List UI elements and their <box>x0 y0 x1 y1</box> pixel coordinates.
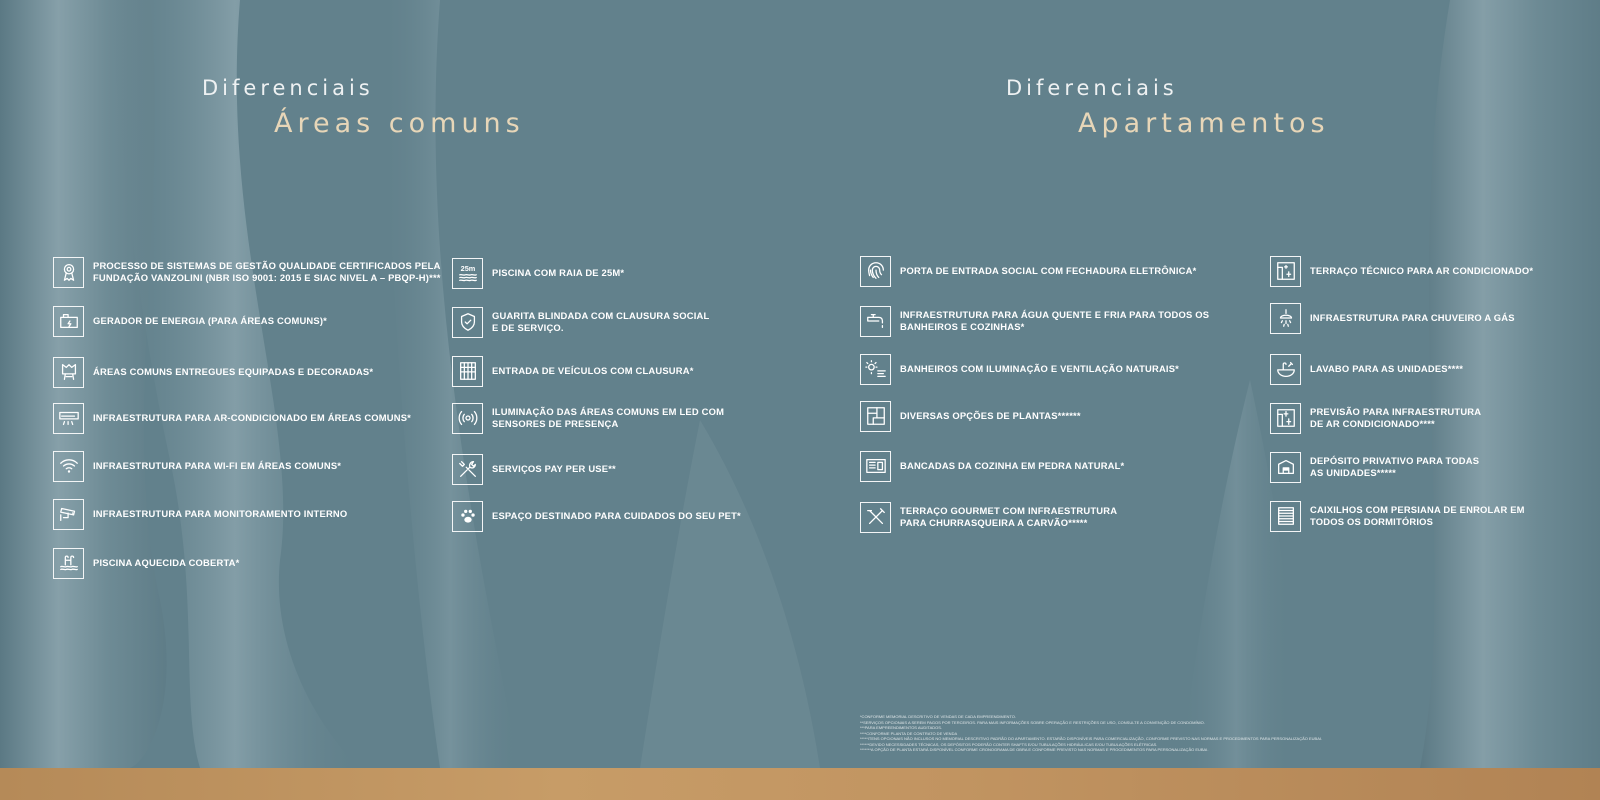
feature-item <box>452 355 694 387</box>
feature-label-line: PARA CHURRASQUEIRA A CARVÃO***** <box>900 517 1088 528</box>
generator-icon <box>53 306 84 337</box>
feature-label-line: INFRAESTRUTURA PARA WI-FI EM ÁREAS COMUNS* <box>93 460 342 471</box>
left-section-subtitle: Diferenciais <box>202 76 374 100</box>
feature-label <box>1310 455 1479 479</box>
blinds-icon <box>1270 501 1301 532</box>
feature-label <box>492 463 616 475</box>
feature-label-line: BANHEIROS COM ILUMINAÇÃO E VENTILAÇÃO NATURAIS* <box>900 363 1180 374</box>
shield-icon <box>452 307 483 338</box>
motion-sensor-icon <box>452 403 483 434</box>
feature-item <box>53 305 327 337</box>
feature-item <box>860 400 1081 432</box>
feature-item <box>53 547 240 579</box>
feature-label-line: TERRAÇO GOURMET COM INFRAESTRUTURA <box>900 505 1118 516</box>
feature-item <box>53 402 411 434</box>
feature-label <box>93 508 347 520</box>
right-section-subtitle: Diferenciais <box>1006 76 1178 100</box>
feature-label-line: SERVIÇOS PAY PER USE** <box>492 463 616 474</box>
tools-icon <box>452 454 483 485</box>
feature-label <box>93 260 441 284</box>
feature-label-line: FUNDAÇÃO VANZOLINI (NBR ISO 9001: 2015 E SIAC NIVEL A – PBQP-H)*** <box>93 272 441 283</box>
feature-label <box>93 557 240 569</box>
feature-label-line: DEPÓSITO PRIVATIVO PARA TODAS <box>1310 455 1480 466</box>
feature-label-line: ENTRADA DE VEÍCULOS COM CLAUSURA* <box>492 365 694 376</box>
feature-label-line: BANHEIROS E COZINHAS* <box>900 321 1025 332</box>
footnote-line: ***PARA EMPREENDIMENTOS AUDITADOS. <box>860 725 943 730</box>
feature-item <box>452 500 741 532</box>
feature-label <box>93 460 341 472</box>
feature-item <box>860 353 1179 385</box>
feature-label <box>1310 312 1515 324</box>
footnote-line: **SERVIÇOS OPCIONAIS A SEREM PAGOS POR TERCEIROS. PARA MAIS INFORMAÇÕES SOBRE OPERAÇÃO E RESTRIÇÕES DE USO, CONSULTE A CONVENÇÃO DE CONDOMÍNIO. <box>860 719 1205 725</box>
feature-label <box>492 365 694 377</box>
fingerprint-icon <box>860 256 891 287</box>
feature-label <box>900 460 1124 472</box>
feature-label <box>492 310 709 334</box>
feature-label-line: SENSORES DE PRESENÇA <box>492 418 619 429</box>
footnotes <box>860 714 1322 753</box>
feature-label-line: ÁREAS COMUNS ENTREGUES EQUIPADAS E DECORADAS* <box>93 366 374 377</box>
feature-item <box>860 305 1209 337</box>
feature-label <box>93 315 327 327</box>
footnote-line: *******A OPÇÃO DE PLANTA ESTARÁ DISPONÍVEL CONFORME CRONOGRAMA DE OBRA E CONFORME PREVISTO NAS NORMAS E PROCEDIMENTOS PARA PERSONALIZAÇÃO EUBAI. <box>860 747 1209 752</box>
feature-label-line: ILUMINAÇÃO DAS ÁREAS COMUNS EM LED COM <box>492 406 725 417</box>
footnote-line: *CONFORME MEMORIAL DESCRITIVO DE VENDAS DE CADA EMPREENDIMENTO. <box>860 714 1017 719</box>
feature-label <box>492 267 624 279</box>
feature-label-line: ESPAÇO DESTINADO PARA CUIDADOS DO SEU PET* <box>492 510 741 521</box>
footer-gold-bar <box>0 768 1600 800</box>
feature-label-line: PROCESSO DE SISTEMAS DE GESTÃO QUALIDADE CERTIFICADOS PELA <box>93 260 441 271</box>
feature-item <box>53 256 441 288</box>
feature-item <box>53 356 373 388</box>
grill-icon <box>860 502 891 533</box>
ac-provision-icon <box>1270 403 1301 434</box>
certificate-icon <box>53 257 84 288</box>
feature-label <box>1310 265 1533 277</box>
feature-item <box>1270 353 1463 385</box>
footnote-line: ****CONFORME PLANTA DE CONTRATO DE VENDA <box>860 730 958 736</box>
feature-item <box>860 501 1117 533</box>
feature-item <box>860 255 1196 287</box>
footnote-line: ******DEVIDO NECESSIDADES TÉCNICAS, OS DEPÓSITOS PODERÃO CONTER SHAFTS E/OU TUBULAÇÕES HIDRÁULICAS E/OU TUBULAÇÕES ELÉTRICAS. <box>860 741 1158 747</box>
feature-label-line: CAIXILHOS COM PERSIANA DE ENROLAR EM <box>1310 504 1525 515</box>
floor-plan-icon <box>860 401 891 432</box>
feature-item <box>452 306 709 338</box>
feature-item <box>1270 451 1479 483</box>
feature-item <box>452 402 724 434</box>
feature-label-line: INFRAESTRUTURA PARA ÁGUA QUENTE E FRIA PARA TODOS OS <box>900 309 1210 320</box>
feature-label-line: E DE SERVIÇO. <box>492 322 564 333</box>
air-conditioner-icon <box>53 403 84 434</box>
paw-icon <box>452 501 483 532</box>
feature-label <box>900 363 1179 375</box>
feature-label-line: LAVABO PARA AS UNIDADES**** <box>1310 363 1464 374</box>
feature-label <box>900 505 1117 529</box>
feature-label <box>900 309 1209 333</box>
feature-label-line: INFRAESTRUTURA PARA MONITORAMENTO INTERNO <box>93 508 348 519</box>
feature-label-line: GUARITA BLINDADA COM CLAUSURA SOCIAL <box>492 310 710 321</box>
feature-item <box>1270 302 1515 334</box>
svg-text:25m: 25m <box>460 264 475 274</box>
furniture-icon <box>53 357 84 388</box>
feature-label <box>492 510 741 522</box>
lap-pool-icon <box>452 258 483 289</box>
feature-label-line: PORTA DE ENTRADA SOCIAL COM FECHADURA ELETRÔNICA* <box>900 265 1197 276</box>
feature-item <box>452 257 624 289</box>
wifi-icon <box>53 451 84 482</box>
right-section-title: Apartamentos <box>1078 108 1330 139</box>
feature-label-line: INFRAESTRUTURA PARA AR-CONDICIONADO EM ÁREAS COMUNS* <box>93 412 412 423</box>
feature-label-line: PISCINA COM RAIA DE 25M* <box>492 267 625 278</box>
feature-label-line: DIVERSAS OPÇÕES DE PLANTAS****** <box>900 410 1081 421</box>
technical-terrace-icon <box>1270 256 1301 287</box>
feature-item <box>1270 255 1533 287</box>
heated-pool-icon <box>53 548 84 579</box>
light-ventilation-icon <box>860 354 891 385</box>
shower-icon <box>1270 303 1301 334</box>
feature-label-line: PISCINA AQUECIDA COBERTA* <box>93 557 240 568</box>
faucet-icon <box>860 306 891 337</box>
storage-icon <box>1270 452 1301 483</box>
feature-label-line: PREVISÃO PARA INFRAESTRUTURA <box>1310 406 1482 417</box>
feature-label <box>93 412 411 424</box>
washbasin-icon <box>1270 354 1301 385</box>
kitchen-counter-icon <box>860 451 891 482</box>
left-section-title: Áreas comuns <box>274 108 525 139</box>
feature-item <box>53 450 341 482</box>
feature-item <box>53 498 347 530</box>
feature-label-line: AS UNIDADES***** <box>1310 467 1397 478</box>
feature-label <box>93 366 373 378</box>
feature-item <box>1270 500 1525 532</box>
feature-item <box>860 450 1124 482</box>
feature-label-line: GERADOR DE ENERGIA (PARA ÁREAS COMUNS)* <box>93 315 328 326</box>
feature-label-line: TERRAÇO TÉCNICO PARA AR CONDICIONADO* <box>1310 265 1534 276</box>
feature-label <box>492 406 724 430</box>
security-camera-icon <box>53 499 84 530</box>
feature-item <box>452 453 616 485</box>
feature-label <box>1310 406 1481 430</box>
feature-label-line: BANCADAS DA COZINHA EM PEDRA NATURAL* <box>900 460 1125 471</box>
feature-label <box>900 265 1196 277</box>
feature-label <box>900 410 1081 422</box>
footnote-line: *****ITENS OPCIONAIS NÃO INCLUSOS NO MEMORIAL DESCRITIVO PADRÃO DO APARTAMENTO. ESTARÃO DISPONÍVEIS PARA COMERCIALIZAÇÃO, CONFORME PREVISTO NAS NORMAS E PROCEDIMENTOS PARA PERSONALIZAÇÃO EUBAI. <box>860 736 1323 741</box>
feature-label-line: INFRAESTRUTURA PARA CHUVEIRO A GÁS <box>1310 312 1515 323</box>
feature-item <box>1270 402 1481 434</box>
feature-label-line: TODOS OS DORMITÓRIOS <box>1310 516 1434 527</box>
feature-label <box>1310 504 1525 528</box>
feature-label-line: DE AR CONDICIONADO**** <box>1310 418 1435 429</box>
feature-label <box>1310 363 1463 375</box>
gate-icon <box>452 356 483 387</box>
